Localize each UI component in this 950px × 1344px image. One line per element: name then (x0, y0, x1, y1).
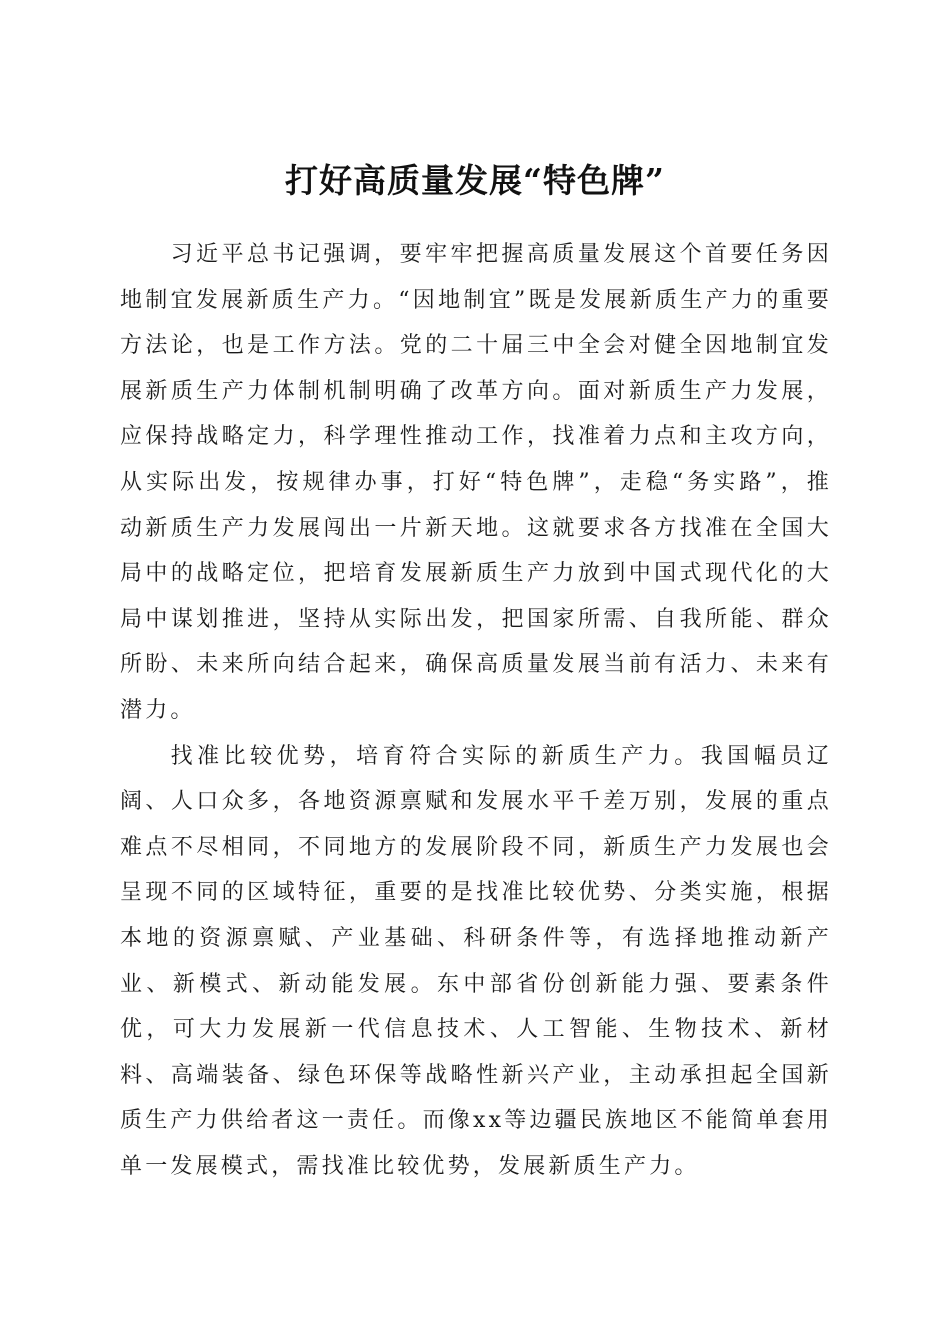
paragraph: 找准比较优势，培育符合实际的新质生产力。我国幅员辽阔、人口众多，各地资源禀赋和发展水平千差万别，发展的重点难点不尽相同，不同地方的发展阶段不同，新质生产力发展也会呈现不同的区域特征，重要的是找准比较优势、分类实施，根据本地的资源禀赋、产业基础、科研条件等，有选择地推动新产业、新模式、新动能发展。东中部省份创新能力强、要素条件优，可大力发展新一代信息技术、人工智能、生物技术、新材料、高端装备、绿色环保等战略性新兴产业，主动承担起全国新质生产力供给者这一责任。而像xx等边疆民族地区不能简单套用单一发展模式，需找准比较优势，发展新质生产力。 (120, 743, 832, 1179)
document-title: 打好高质量发展“特色牌” (285, 161, 665, 201)
document-body (120, 232, 832, 1189)
paragraph: 习近平总书记强调，要牢牢把握高质量发展这个首要任务因地制宜发展新质生产力。“因地制宜”既是发展新质生产力的重要方法论，也是工作方法。党的二十届三中全会对健全因地制宜发展新质生产力体制机制明确了改革方向。面对新质生产力发展，应保持战略定力，科学理性推动工作，找准着力点和主攻方向，从实际出发，按规律办事，打好“特色牌”，走稳“务实路”，推动新质生产力发展闯出一片新天地。这就要求各方找准在全国大局中的战略定位，把培育发展新质生产力放到中国式现代化的大局中谋划推进，坚持从实际出发，把国家所需、自我所能、群众所盼、未来所向结合起来，确保高质量发展当前有活力、未来有潜力。 (120, 242, 832, 723)
